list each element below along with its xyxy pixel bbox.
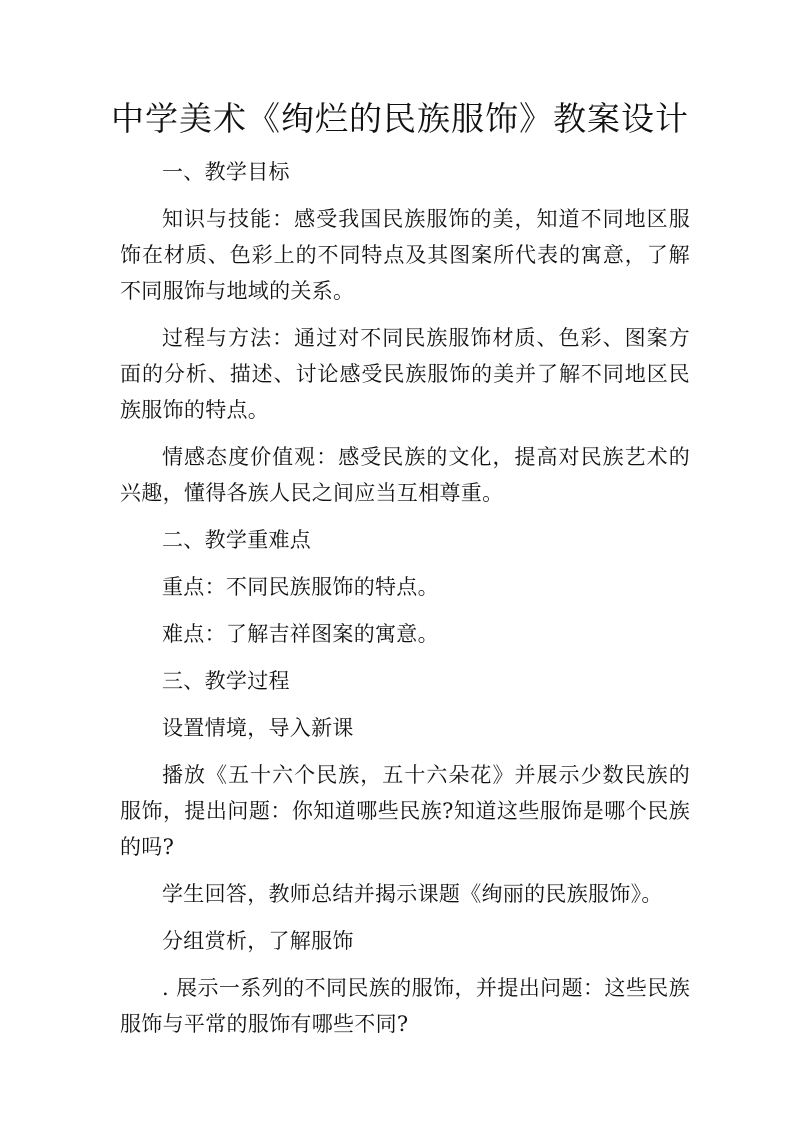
document-title: 中学美术《绚烂的民族服饰》教案设计: [111, 99, 689, 138]
paragraph-key-point: 重点：不同民族服饰的特点。: [162, 575, 439, 599]
paragraph-show-costumes: . 展示一系列的不同民族的服饰，并提出问题：这些民族服饰与平常的服饰有哪些不同?: [120, 976, 690, 1036]
document-body: [120, 154, 690, 1042]
section-heading-process: 三、教学过程: [162, 669, 290, 693]
paragraph-process-methods: 过程与方法：通过对不同民族服饰材质、色彩、图案方面的分析、描述、讨论感受民族服饰的美并了解不同地区民族服饰的特点。: [120, 326, 690, 422]
paragraph-difficult-point: 难点：了解吉祥图案的寓意。: [162, 622, 439, 646]
paragraph-introduction: 播放《五十六个民族，五十六朵花》并展示少数民族的服饰，提出问题：你知道哪些民族?知道这些服饰是哪个民族的吗?: [120, 763, 690, 859]
paragraph-student-answer: 学生回答，教师总结并揭示课题《绚丽的民族服饰》。: [162, 882, 663, 906]
paragraph-emotion-values: 情感态度价值观：感受民族的文化，提高对民族艺术的兴趣，懂得各族人民之间应当互相尊重。: [120, 445, 690, 505]
subheading-group-analysis: 分组赏析，了解服饰: [162, 929, 354, 953]
section-heading-key-points: 二、教学重难点: [162, 528, 312, 552]
paragraph-knowledge-skills: 知识与技能：感受我国民族服饰的美，知道不同地区服饰在材质、色彩上的不同特点及其图案所代表的寓意，了解不同服饰与地域的关系。: [120, 207, 690, 303]
section-heading-objectives: 一、教学目标: [162, 160, 290, 184]
subheading-introduction: 设置情境，导入新课: [162, 716, 354, 740]
